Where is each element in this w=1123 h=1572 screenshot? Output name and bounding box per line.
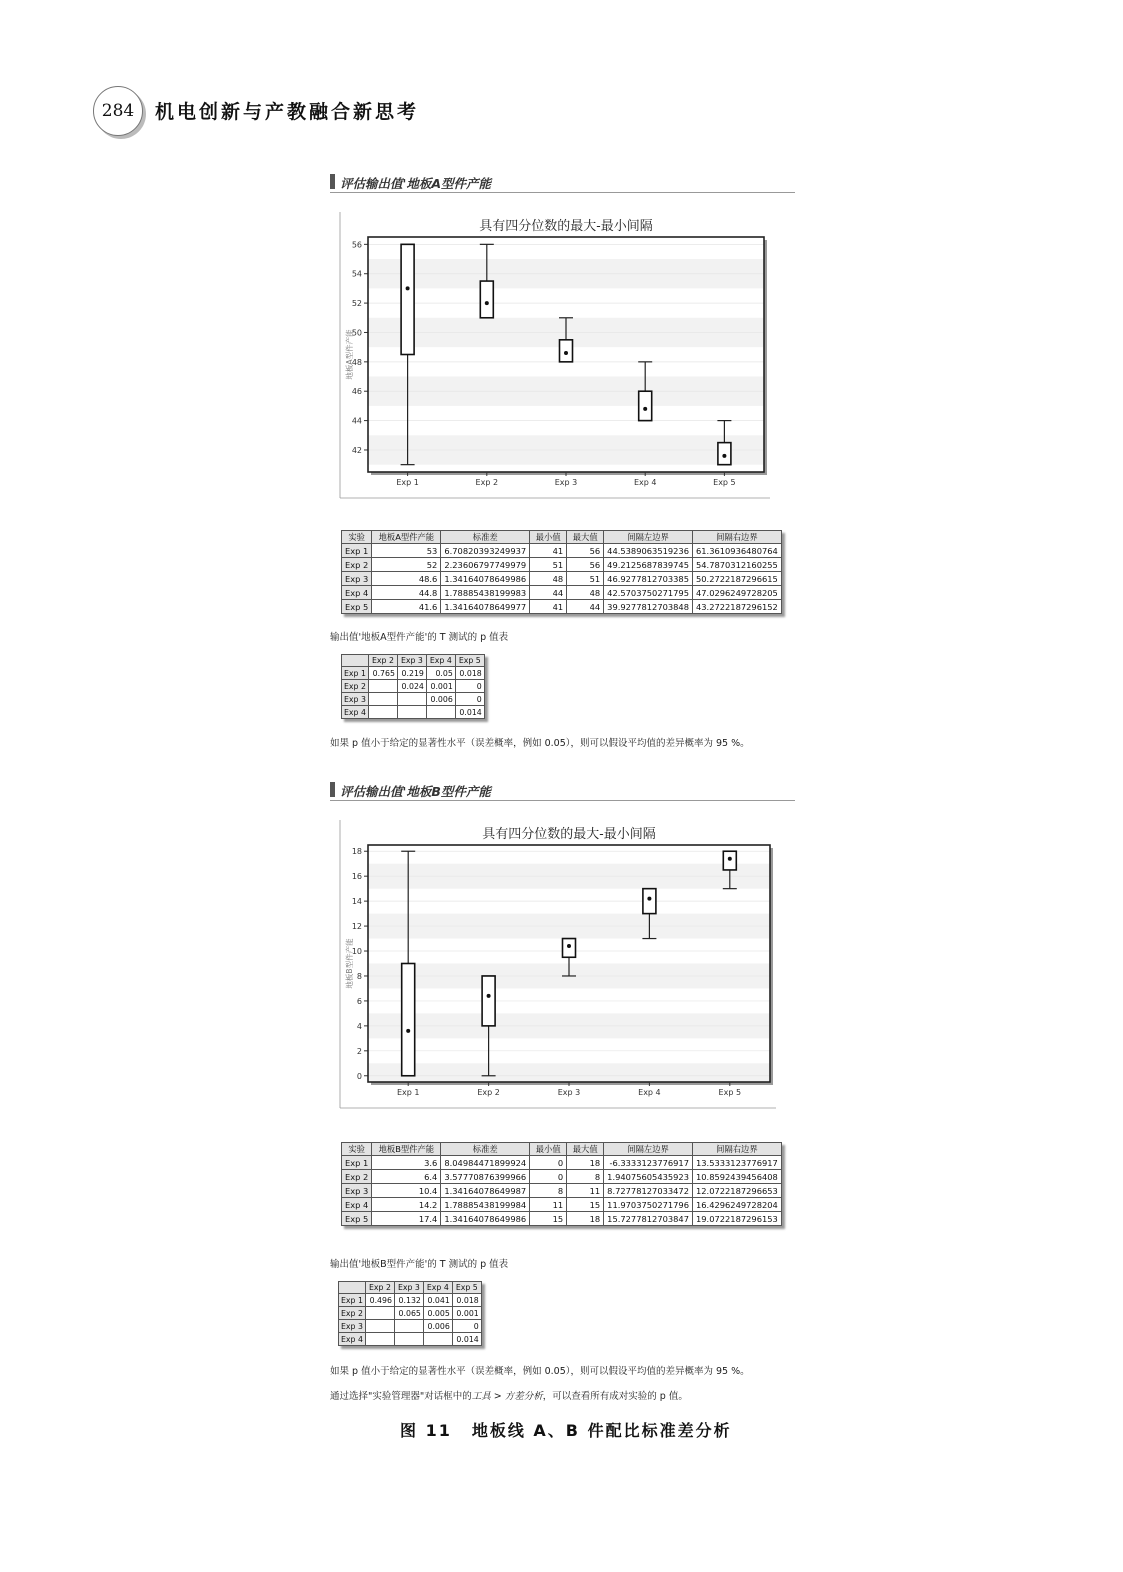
table-row [339, 1307, 482, 1320]
table-row [342, 1156, 782, 1170]
y-tick-label: 2 [356, 1046, 362, 1056]
stats-table-a [341, 530, 782, 614]
y-tick-label: 14 [351, 897, 362, 907]
mean-dot [728, 857, 732, 861]
table-cell: -6.3333123776917 [604, 1156, 693, 1170]
book-title: 机电创新与产教融合新思考 [155, 101, 420, 123]
section-a-heading-text: 评估输出值'地板A型件产能 [340, 176, 492, 191]
pvalue-cell [397, 693, 426, 706]
quartile-box [401, 244, 414, 354]
quartile-box [402, 964, 415, 1076]
table-cell: 49.2125687839745 [604, 558, 693, 572]
mean-dot [485, 301, 489, 305]
table-cell: 44.8 [372, 586, 441, 600]
table-cell: 41.6 [372, 600, 441, 614]
row-label: Exp 3 [342, 1184, 372, 1198]
pvalue-table-a [341, 654, 485, 719]
table-row [342, 558, 782, 572]
note-a: 如果 p 值小于给定的显著性水平（误差概率，例如 0.05），则可以假设平均值的差异概率为 95 %。 [330, 738, 750, 749]
table-row [342, 586, 782, 600]
column-header: 最小值 [530, 1143, 567, 1156]
x-tick-label: Exp 1 [396, 478, 419, 487]
row-label: Exp 3 [339, 1320, 366, 1333]
table-cell: 8.04984471899924 [441, 1156, 530, 1170]
y-tick-label: 12 [351, 922, 362, 932]
pvalue-cell: 0.219 [397, 667, 426, 680]
table-cell: 11.9703750271796 [604, 1198, 693, 1212]
table-row [339, 1333, 482, 1346]
y-tick-label: 4 [356, 1021, 362, 1031]
table-cell: 18 [567, 1212, 604, 1226]
pvalue-cell [366, 1333, 395, 1346]
table-row [342, 600, 782, 614]
column-header: 最大值 [567, 531, 604, 544]
pvalue-cell [369, 680, 398, 693]
column-header: Exp 2 [369, 655, 398, 667]
pvalue-cell: 0.001 [452, 1307, 481, 1320]
mean-dot [643, 407, 647, 411]
chart-a [340, 212, 770, 502]
pvalue-cell: 0.132 [394, 1294, 423, 1307]
mean-dot [567, 944, 571, 948]
row-label: Exp 2 [342, 1170, 372, 1184]
column-header: 间隔右边界 [693, 1143, 782, 1156]
column-header: Exp 3 [397, 655, 426, 667]
pvalue-cell [394, 1320, 423, 1333]
mean-dot [487, 994, 491, 998]
column-header: 间隔左边界 [604, 531, 693, 544]
column-header: 最大值 [567, 1143, 604, 1156]
table-row [342, 680, 485, 693]
table-row [342, 693, 485, 706]
table-row [339, 1320, 482, 1333]
column-header: 实验 [342, 531, 372, 544]
table-cell: 6.4 [372, 1170, 441, 1184]
row-label: Exp 5 [342, 600, 372, 614]
table-cell: 1.78885438199983 [441, 586, 530, 600]
table-cell: 8 [567, 1170, 604, 1184]
pvalue-cell [366, 1320, 395, 1333]
stats-table-b [341, 1142, 782, 1226]
table-header-row [342, 531, 782, 544]
table-cell: 56 [567, 558, 604, 572]
pvalue-cell: 0.006 [423, 1320, 452, 1333]
table-cell: 1.34164078649977 [441, 600, 530, 614]
mean-dot [406, 1029, 410, 1033]
column-header: Exp 4 [423, 1282, 452, 1294]
pvalue-cell [426, 706, 455, 719]
table-cell: 39.9277812703848 [604, 600, 693, 614]
figure-caption-text: 地板线 A、B 件配比标准差分析 [471, 1421, 732, 1440]
y-tick-label: 42 [351, 445, 362, 455]
table-cell: 3.57770876399966 [441, 1170, 530, 1184]
table-cell: 12.0722187296653 [693, 1184, 782, 1198]
column-header: Exp 2 [366, 1282, 395, 1294]
column-header: 地板A型件产能 [372, 531, 441, 544]
quartile-box [643, 889, 656, 914]
table-cell: 42.5703750271795 [604, 586, 693, 600]
table-cell: 11 [530, 1198, 567, 1212]
table-cell: 48 [530, 572, 567, 586]
x-tick-label: Exp 5 [713, 478, 736, 487]
y-tick-label: 44 [351, 416, 362, 426]
table-cell: 11 [567, 1184, 604, 1198]
mean-dot [406, 286, 410, 290]
y-axis-label: 地板A型件产能 [345, 329, 354, 380]
figure-caption [400, 1418, 732, 1441]
x-tick-label: Exp 1 [396, 1088, 420, 1097]
y-tick-label: 56 [351, 240, 362, 250]
y-tick-label: 50 [351, 328, 362, 338]
column-header: 地板B型件产能 [372, 1143, 441, 1156]
table-cell: 41 [530, 600, 567, 614]
table-cell: 15 [530, 1212, 567, 1226]
table-cell: 6.70820393249937 [441, 544, 530, 558]
section-a-heading [330, 174, 795, 193]
row-label: Exp 1 [342, 667, 369, 680]
note-b2-part2: ，可以查看所有成对实验的 p 值。 [542, 1391, 688, 1402]
pvalue-cell: 0.024 [397, 680, 426, 693]
table-cell: 48.6 [372, 572, 441, 586]
row-label: Exp 2 [342, 558, 372, 572]
pvalue-cell [397, 706, 426, 719]
note-b2-part1: 通过选择"实验管理器"对话框中的 [330, 1391, 472, 1402]
table-cell: 56 [567, 544, 604, 558]
pvalue-cell [423, 1333, 452, 1346]
mean-dot [722, 454, 726, 458]
row-label: Exp 2 [342, 680, 369, 693]
pvalue-cell: 0 [455, 693, 484, 706]
boxplot-svg [340, 820, 776, 1112]
table-row [342, 1198, 782, 1212]
y-tick-label: 16 [351, 872, 362, 882]
pvalue-cell: 0.006 [426, 693, 455, 706]
section-b-heading [330, 782, 795, 801]
table-cell: 16.4296249728204 [693, 1198, 782, 1212]
section-b-heading-text: 评估输出值'地板B型件产能 [340, 784, 491, 799]
table-row [342, 706, 485, 719]
pvalue-cell: 0 [452, 1320, 481, 1333]
table-row [342, 1212, 782, 1226]
column-header: 标准差 [441, 1143, 530, 1156]
table-cell: 18 [567, 1156, 604, 1170]
pvalue-cell: 0.765 [369, 667, 398, 680]
table-cell: 53 [372, 544, 441, 558]
table-cell: 50.2722187296615 [693, 572, 782, 586]
table-cell: 51 [567, 572, 604, 586]
table-cell: 48 [567, 586, 604, 600]
table-cell: 44.5389063519236 [604, 544, 693, 558]
table-cell: 51 [530, 558, 567, 572]
table-cell: 19.0722187296153 [693, 1212, 782, 1226]
column-header: Exp 5 [452, 1282, 481, 1294]
row-label: Exp 4 [342, 1198, 372, 1212]
table-cell: 47.0296249728205 [693, 586, 782, 600]
table-cell: 44 [567, 600, 604, 614]
table-cell: 41 [530, 544, 567, 558]
table-cell: 2.23606797749979 [441, 558, 530, 572]
pvalue-cell: 0.065 [394, 1307, 423, 1320]
pvalue-cell: 0.018 [452, 1294, 481, 1307]
page-number [93, 86, 143, 136]
pvalue-cell: 0.05 [426, 667, 455, 680]
pvalue-cell: 0.001 [426, 680, 455, 693]
row-label: Exp 5 [342, 1212, 372, 1226]
column-header: Exp 3 [394, 1282, 423, 1294]
x-tick-label: Exp 3 [557, 1088, 581, 1097]
column-header [339, 1282, 366, 1294]
row-label: Exp 1 [342, 544, 372, 558]
quartile-box [718, 443, 731, 465]
mean-dot [564, 351, 568, 355]
table-cell: 1.34164078649986 [441, 1212, 530, 1226]
row-label: Exp 4 [342, 706, 369, 719]
column-header: 最小值 [530, 531, 567, 544]
chart-title: 具有四分位数的最大-最小间隔 [482, 827, 656, 842]
pvalue-cell [369, 693, 398, 706]
pvalue-cell: 0.014 [455, 706, 484, 719]
mean-dot [647, 897, 651, 901]
row-label: Exp 1 [342, 1156, 372, 1170]
x-tick-label: Exp 4 [633, 478, 657, 487]
table-cell: 8 [530, 1184, 567, 1198]
grid-band [368, 1063, 770, 1082]
table-cell: 1.34164078649987 [441, 1184, 530, 1198]
table-cell: 52 [372, 558, 441, 572]
x-tick-label: Exp 3 [554, 478, 578, 487]
pvalue-cell: 0.041 [423, 1294, 452, 1307]
heading-bar [330, 174, 335, 189]
table-cell: 0 [530, 1156, 567, 1170]
x-tick-label: Exp 5 [718, 1088, 742, 1097]
table-header-row [342, 1143, 782, 1156]
column-header: 实验 [342, 1143, 372, 1156]
row-label: Exp 4 [342, 586, 372, 600]
chart-b [340, 820, 776, 1112]
y-tick-label: 8 [356, 971, 362, 981]
row-label: Exp 4 [339, 1333, 366, 1346]
table-row [342, 1170, 782, 1184]
y-tick-label: 10 [351, 947, 362, 957]
boxplot-svg [340, 212, 770, 502]
table-cell: 0 [530, 1170, 567, 1184]
y-tick-label: 54 [351, 269, 362, 279]
column-header: Exp 4 [426, 655, 455, 667]
pvalue-cell [394, 1333, 423, 1346]
column-header: Exp 5 [455, 655, 484, 667]
table-row [342, 1184, 782, 1198]
x-tick-label: Exp 2 [475, 478, 499, 487]
chart-title: 具有四分位数的最大-最小间隔 [479, 219, 653, 234]
table-cell: 13.5333123776917 [693, 1156, 782, 1170]
pvalue-cell [369, 706, 398, 719]
column-header: 间隔左边界 [604, 1143, 693, 1156]
pvalue-cell: 0.014 [452, 1333, 481, 1346]
quartile-box [560, 340, 573, 362]
y-tick-label: 6 [356, 996, 362, 1006]
table-header-row [342, 655, 485, 667]
y-tick-label: 46 [351, 387, 362, 397]
quartile-box [639, 391, 652, 420]
table-cell: 15.7277812703847 [604, 1212, 693, 1226]
table-cell: 1.94075605435923 [604, 1170, 693, 1184]
row-label: Exp 3 [342, 693, 369, 706]
table-cell: 54.7870312160255 [693, 558, 782, 572]
table-row [339, 1294, 482, 1307]
table-cell: 14.2 [372, 1198, 441, 1212]
table-cell: 3.6 [372, 1156, 441, 1170]
pvalue-cell: 0 [455, 680, 484, 693]
pvalue-cell [366, 1307, 395, 1320]
quartile-box [480, 281, 493, 318]
table-cell: 10.8592439456408 [693, 1170, 782, 1184]
figure-label: 图 11 [400, 1421, 452, 1440]
table-cell: 44 [530, 586, 567, 600]
table-header-row [339, 1282, 482, 1294]
table-cell: 17.4 [372, 1212, 441, 1226]
quartile-box [482, 976, 495, 1026]
table-row [342, 667, 485, 680]
note-b1: 如果 p 值小于给定的显著性水平（误差概率，例如 0.05），则可以假设平均值的差异概率为 95 %。 [330, 1366, 750, 1377]
y-tick-label: 52 [351, 299, 362, 309]
table-cell: 1.78885438199984 [441, 1198, 530, 1212]
ptable-b-title: 输出值'地板B型件产能'的 T 测试的 p 值表 [330, 1259, 509, 1270]
note-b2 [330, 1388, 688, 1402]
row-label: Exp 1 [339, 1294, 366, 1307]
y-tick-label: 0 [356, 1071, 362, 1081]
x-tick-label: Exp 4 [638, 1088, 661, 1097]
column-header: 标准差 [441, 531, 530, 544]
x-tick-label: Exp 2 [477, 1088, 500, 1097]
table-cell: 43.2722187296152 [693, 600, 782, 614]
table-cell: 1.34164078649986 [441, 572, 530, 586]
pvalue-table-b [338, 1281, 482, 1346]
table-cell: 10.4 [372, 1184, 441, 1198]
y-axis-label: 地板B型件产能 [345, 938, 354, 989]
pvalue-cell: 0.005 [423, 1307, 452, 1320]
y-tick-label: 48 [351, 357, 362, 367]
pvalue-cell: 0.496 [366, 1294, 395, 1307]
table-cell: 46.9277812703385 [604, 572, 693, 586]
table-cell: 61.3610936480764 [693, 544, 782, 558]
table-row [342, 572, 782, 586]
row-label: Exp 2 [339, 1307, 366, 1320]
y-tick-label: 18 [351, 847, 362, 857]
pvalue-cell: 0.018 [455, 667, 484, 680]
note-b2-menu-path: 工具 > 方差分析 [471, 1391, 543, 1402]
table-cell: 15 [567, 1198, 604, 1212]
table-cell: 8.72778127033472 [604, 1184, 693, 1198]
column-header [342, 655, 369, 667]
table-row [342, 544, 782, 558]
row-label: Exp 3 [342, 572, 372, 586]
column-header: 间隔右边界 [693, 531, 782, 544]
page-number-text: 284 [101, 101, 135, 121]
heading-bar [330, 782, 335, 797]
ptable-a-title: 输出值'地板A型件产能'的 T 测试的 p 值表 [330, 632, 509, 643]
